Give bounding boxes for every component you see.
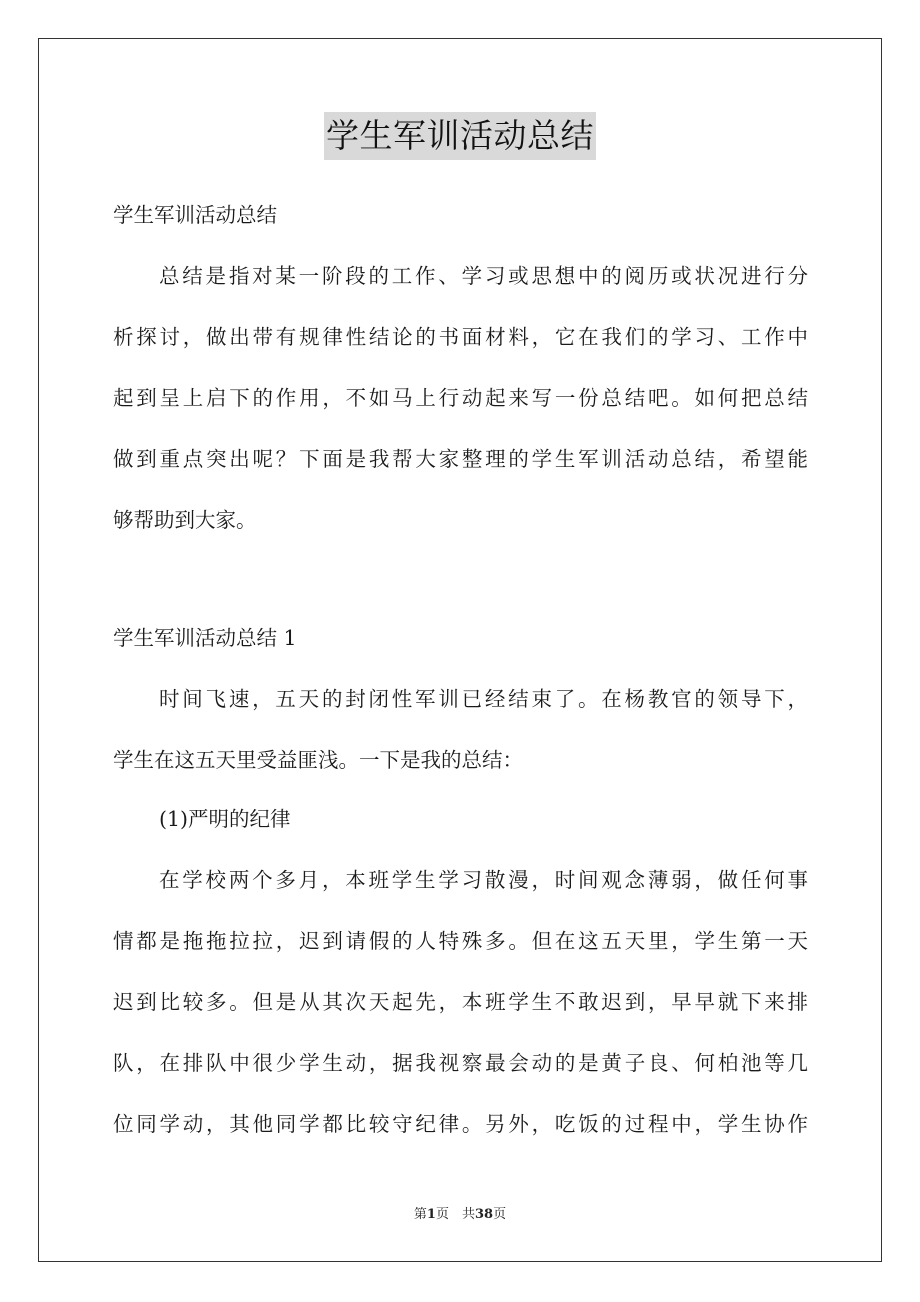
paragraph-line: 析探讨，做出带有规律性结论的书面材料，它在我们的学习、工作中 <box>113 325 808 349</box>
paragraph-line: 够帮助到大家。 <box>113 508 257 532</box>
paragraph-line: 位同学动，其他同学都比较守纪律。另外，吃饭的过程中，学生协作 <box>113 1112 808 1136</box>
page-mid: 页 共 <box>435 1207 475 1222</box>
list-heading: (1)严明的纪律 <box>159 807 291 831</box>
document-title-wrap <box>0 112 920 160</box>
document-title: 学生军训活动总结 <box>324 112 596 160</box>
paragraph-line: 学生在这五天里受益匪浅。一下是我的总结： <box>113 748 523 772</box>
paragraph-line: 时间飞速，五天的封闭性军训已经结束了。在杨教官的领导下， <box>159 687 808 711</box>
page-total: 38 <box>474 1207 494 1222</box>
subtitle-line: 学生军训活动总结 <box>113 203 277 227</box>
page-current: 1 <box>426 1207 436 1222</box>
section-heading: 学生军训活动总结 1 <box>113 626 297 650</box>
paragraph-line: 在学校两个多月，本班学生学习散漫，时间观念薄弱，做任何事 <box>159 868 808 892</box>
paragraph-line: 做到重点突出呢？下面是我帮大家整理的学生军训活动总结，希望能 <box>113 447 808 471</box>
paragraph-line: 情都是拖拖拉拉，迟到请假的人特殊多。但在这五天里，学生第一天 <box>113 929 808 953</box>
page-footer <box>0 1205 920 1225</box>
page-prefix: 第 <box>413 1207 427 1222</box>
paragraph-line: 队，在排队中很少学生动，据我视察最会动的是黄子良、何柏池等几 <box>113 1051 808 1075</box>
paragraph-line: 总结是指对某一阶段的工作、学习或思想中的阅历或状况进行分 <box>159 264 808 288</box>
paragraph-line: 迟到比较多。但是从其次天起先，本班学生不敢迟到，早早就下来排 <box>113 990 808 1014</box>
paragraph-line: 起到呈上启下的作用，不如马上行动起来写一份总结吧。如何把总结 <box>113 386 808 410</box>
page-suffix: 页 <box>493 1207 507 1222</box>
